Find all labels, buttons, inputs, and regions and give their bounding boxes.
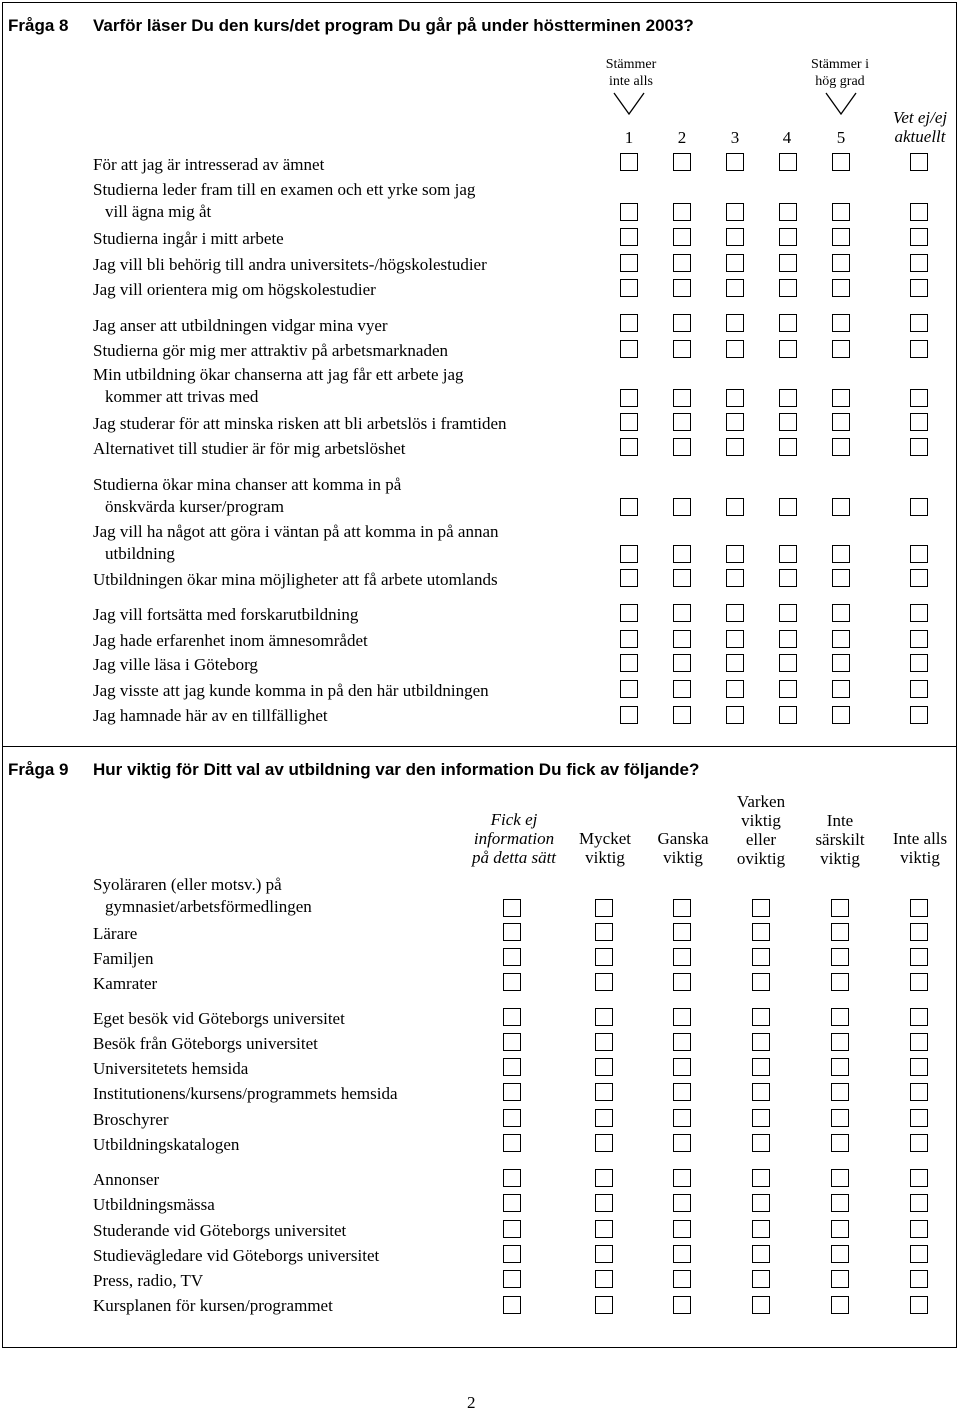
q9-checkbox-r5-c6[interactable] [910,1008,928,1026]
q8-checkbox-r16-c3[interactable] [726,654,744,672]
q9-item-4: Kamrater [93,974,158,993]
q8-checkbox-r13-c4[interactable] [779,569,797,587]
q8-checkbox-r16-c1[interactable] [620,654,638,672]
scale-label-2: 2 [677,128,687,147]
q8-checkbox-r14-c3[interactable] [726,604,744,622]
q9-checkbox-r1-c1[interactable] [503,899,521,917]
q8-checkbox-r5-c2[interactable] [673,279,691,297]
q8-item-9: Jag studerar för att minska risken att bli arbetslös i framtiden [93,414,507,433]
q9-checkbox-r7-c3[interactable] [673,1058,691,1076]
q8-checkbox-r5-c3[interactable] [726,279,744,297]
q9-column-header-1: Fick ej information på detta sätt [471,810,557,867]
page-number: 2 [467,1393,476,1412]
q9-checkbox-r15-c3[interactable] [673,1270,691,1288]
q8-checkbox-r18-c1[interactable] [620,706,638,724]
q8-checkbox-r17-c4[interactable] [779,680,797,698]
q8-checkbox-r16-c2[interactable] [673,654,691,672]
q9-checkbox-r12-c3[interactable] [673,1194,691,1212]
q9-checkbox-r16-c5[interactable] [831,1296,849,1314]
q9-checkbox-r10-c3[interactable] [673,1134,691,1152]
q9-checkbox-r10-c5[interactable] [831,1134,849,1152]
q9-item-10: Utbildningskatalogen [93,1135,240,1154]
q8-checkbox-r18-c3[interactable] [726,706,744,724]
q8-checkbox-r1-c5[interactable] [832,153,850,171]
q9-checkbox-r4-c2[interactable] [595,973,613,991]
arrow-high-icon [826,93,856,114]
q9-checkbox-r7-c4[interactable] [752,1058,770,1076]
q9-item-3: Familjen [93,949,154,968]
q8-checkbox-r15-c6[interactable] [910,630,928,648]
q8-item-15: Jag hade erfarenhet inom ämnesområdet [93,631,368,650]
q9-checkbox-r15-c1[interactable] [503,1270,521,1288]
q8-item-11: Studierna ökar mina chanser att komma in på önskvärda kurser/program [93,475,402,516]
q9-checkbox-r6-c6[interactable] [910,1033,928,1051]
q8-checkbox-r7-c4[interactable] [779,340,797,358]
q8-checkbox-r11-c3[interactable] [726,498,744,516]
q8-checkbox-r7-c3[interactable] [726,340,744,358]
q9-checkbox-r6-c3[interactable] [673,1033,691,1051]
q8-checkbox-r13-c1[interactable] [620,569,638,587]
q8-item-4: Jag vill bli behörig till andra universitets-/högskolestudier [93,255,487,274]
q8-checkbox-r10-c6[interactable] [910,438,928,456]
q8-item-17: Jag visste att jag kunde komma in på den här utbildningen [93,681,489,700]
q8-checkbox-r1-c3[interactable] [726,153,744,171]
q8-checkbox-r17-c3[interactable] [726,680,744,698]
q8-checkbox-r14-c6[interactable] [910,604,928,622]
q9-checkbox-r4-c6[interactable] [910,973,928,991]
q9-item-7: Universitetets hemsida [93,1059,249,1078]
q9-checkbox-r11-c2[interactable] [595,1169,613,1187]
q8-item-13: Utbildningen ökar mina möjligheter att få arbete utomlands [93,570,498,589]
q8-checkbox-r13-c5[interactable] [832,569,850,587]
q8-checkbox-r6-c4[interactable] [779,314,797,332]
q8-checkbox-r8-c2[interactable] [673,389,691,407]
q9-checkbox-r14-c6[interactable] [910,1245,928,1263]
q9-checkbox-r15-c6[interactable] [910,1270,928,1288]
q8-checkbox-r14-c4[interactable] [779,604,797,622]
q8-checkbox-r9-c2[interactable] [673,413,691,431]
q8-checkbox-r9-c1[interactable] [620,413,638,431]
q8-checkbox-r11-c6[interactable] [910,498,928,516]
q9-checkbox-r7-c5[interactable] [831,1058,849,1076]
anchor-low-label: Stämmer inte alls [605,57,657,89]
q9-item-12: Utbildningsmässa [93,1195,215,1214]
q9-column-header-4: Varken viktig eller oviktig [736,792,786,868]
q9-checkbox-r8-c2[interactable] [595,1083,613,1101]
q9-checkbox-r7-c2[interactable] [595,1058,613,1076]
q9-checkbox-r13-c1[interactable] [503,1220,521,1238]
question-8-number: Fråga 8 [8,16,69,35]
q9-checkbox-r2-c4[interactable] [752,923,770,941]
q9-checkbox-r12-c6[interactable] [910,1194,928,1212]
q9-checkbox-r4-c1[interactable] [503,973,521,991]
q9-checkbox-r6-c4[interactable] [752,1033,770,1051]
q9-checkbox-r15-c2[interactable] [595,1270,613,1288]
q9-checkbox-r14-c4[interactable] [752,1245,770,1263]
q9-column-header-5: Inte särskilt viktig [815,811,865,868]
q9-column-header-3: Ganska viktig [657,829,709,867]
q8-item-3: Studierna ingår i mitt arbete [93,229,284,248]
q9-checkbox-r11-c5[interactable] [831,1169,849,1187]
q9-checkbox-r14-c1[interactable] [503,1245,521,1263]
q9-checkbox-r1-c5[interactable] [831,899,849,917]
q9-item-11: Annonser [93,1170,160,1189]
scale-arrows [600,88,870,118]
q9-checkbox-r8-c4[interactable] [752,1083,770,1101]
q9-checkbox-r11-c1[interactable] [503,1169,521,1187]
q8-checkbox-r4-c4[interactable] [779,254,797,272]
q9-checkbox-r1-c3[interactable] [673,899,691,917]
q8-item-16: Jag ville läsa i Göteborg [93,655,258,674]
q8-checkbox-r17-c5[interactable] [832,680,850,698]
q9-checkbox-r2-c5[interactable] [831,923,849,941]
q8-checkbox-r11-c5[interactable] [832,498,850,516]
q9-checkbox-r14-c5[interactable] [831,1245,849,1263]
q8-checkbox-r5-c5[interactable] [832,279,850,297]
q9-checkbox-r16-c4[interactable] [752,1296,770,1314]
arrow-low-icon [614,93,644,114]
q8-checkbox-r12-c1[interactable] [620,545,638,563]
q9-checkbox-r14-c2[interactable] [595,1245,613,1263]
q8-checkbox-r15-c5[interactable] [832,630,850,648]
q9-checkbox-r14-c3[interactable] [673,1245,691,1263]
q9-checkbox-r5-c4[interactable] [752,1008,770,1026]
q8-checkbox-r6-c5[interactable] [832,314,850,332]
q8-checkbox-r7-c2[interactable] [673,340,691,358]
q9-checkbox-r16-c6[interactable] [910,1296,928,1314]
q8-checkbox-r16-c5[interactable] [832,654,850,672]
q8-checkbox-r4-c2[interactable] [673,254,691,272]
question-9-number: Fråga 9 [8,760,69,779]
q8-checkbox-r13-c2[interactable] [673,569,691,587]
q9-checkbox-r9-c5[interactable] [831,1109,849,1127]
scale-label-4: 4 [782,128,792,147]
q8-checkbox-r8-c3[interactable] [726,389,744,407]
q8-checkbox-r15-c2[interactable] [673,630,691,648]
q9-checkbox-r13-c3[interactable] [673,1220,691,1238]
q9-checkbox-r16-c1[interactable] [503,1296,521,1314]
q8-checkbox-r15-c4[interactable] [779,630,797,648]
q9-item-9: Broschyrer [93,1110,169,1129]
q9-checkbox-r13-c6[interactable] [910,1220,928,1238]
q9-checkbox-r5-c5[interactable] [831,1008,849,1026]
q8-checkbox-r1-c1[interactable] [620,153,638,171]
q9-item-2: Lärare [93,924,138,943]
q9-checkbox-r12-c4[interactable] [752,1194,770,1212]
q8-checkbox-r9-c5[interactable] [832,413,850,431]
na-label: Vet ej/ej aktuellt [892,108,948,146]
q8-checkbox-r4-c1[interactable] [620,254,638,272]
q9-item-13: Studerande vid Göteborgs universitet [93,1221,347,1240]
anchor-high-label: Stämmer i hög grad [811,57,869,89]
q8-checkbox-r12-c4[interactable] [779,545,797,563]
q8-checkbox-r2-c5[interactable] [832,203,850,221]
q8-checkbox-r1-c4[interactable] [779,153,797,171]
q8-checkbox-r15-c3[interactable] [726,630,744,648]
q9-checkbox-r9-c2[interactable] [595,1109,613,1127]
q8-checkbox-r10-c4[interactable] [779,438,797,456]
q8-item-2: Studierna leder fram till en examen och ett yrke som jag vill ägna mig åt [93,180,476,221]
q8-checkbox-r12-c2[interactable] [673,545,691,563]
q9-checkbox-r4-c4[interactable] [752,973,770,991]
q8-checkbox-r12-c6[interactable] [910,545,928,563]
q9-item-16: Kursplanen för kursen/programmet [93,1296,333,1315]
q8-checkbox-r16-c4[interactable] [779,654,797,672]
q8-checkbox-r17-c1[interactable] [620,680,638,698]
q8-checkbox-r2-c6[interactable] [910,203,928,221]
q8-item-6: Jag anser att utbildningen vidgar mina vyer [93,316,388,335]
q9-checkbox-r2-c2[interactable] [595,923,613,941]
q8-checkbox-r16-c6[interactable] [910,654,928,672]
q8-checkbox-r1-c6[interactable] [910,153,928,171]
q9-item-1: Syoläraren (eller motsv.) på gymnasiet/arbetsförmedlingen [93,875,312,916]
q9-item-6: Besök från Göteborgs universitet [93,1034,318,1053]
q8-checkbox-r6-c1[interactable] [620,314,638,332]
q9-checkbox-r15-c5[interactable] [831,1270,849,1288]
q8-item-1: För att jag är intresserad av ämnet [93,155,325,174]
question-9-text: Hur viktig för Ditt val av utbildning var den information Du fick av följande? [93,760,700,779]
q9-checkbox-r6-c5[interactable] [831,1033,849,1051]
q8-checkbox-r18-c6[interactable] [910,706,928,724]
q8-checkbox-r8-c1[interactable] [620,389,638,407]
q9-checkbox-r3-c1[interactable] [503,948,521,966]
q8-checkbox-r7-c5[interactable] [832,340,850,358]
q8-checkbox-r8-c6[interactable] [910,389,928,407]
scale-label-1: 1 [624,128,634,147]
q8-checkbox-r11-c4[interactable] [779,498,797,516]
q8-checkbox-r4-c5[interactable] [832,254,850,272]
q8-item-18: Jag hamnade här av en tillfällighet [93,706,328,725]
q9-checkbox-r7-c6[interactable] [910,1058,928,1076]
q9-checkbox-r13-c5[interactable] [831,1220,849,1238]
q9-checkbox-r2-c3[interactable] [673,923,691,941]
q8-checkbox-r14-c1[interactable] [620,604,638,622]
q8-checkbox-r5-c4[interactable] [779,279,797,297]
q9-checkbox-r2-c1[interactable] [503,923,521,941]
q9-checkbox-r9-c3[interactable] [673,1109,691,1127]
q9-checkbox-r4-c5[interactable] [831,973,849,991]
q8-checkbox-r4-c3[interactable] [726,254,744,272]
q9-checkbox-r9-c6[interactable] [910,1109,928,1127]
q9-checkbox-r6-c2[interactable] [595,1033,613,1051]
q8-checkbox-r12-c3[interactable] [726,545,744,563]
q9-column-header-6: Inte alls viktig [892,829,948,867]
question-8-text: Varför läser Du den kurs/det program Du går på under höstterminen 2003? [93,16,694,35]
q8-checkbox-r9-c6[interactable] [910,413,928,431]
q8-checkbox-r15-c1[interactable] [620,630,638,648]
q9-checkbox-r3-c3[interactable] [673,948,691,966]
q8-checkbox-r10-c3[interactable] [726,438,744,456]
q8-checkbox-r18-c4[interactable] [779,706,797,724]
q8-item-7: Studierna gör mig mer attraktiv på arbetsmarknaden [93,341,448,360]
q8-checkbox-r10-c5[interactable] [832,438,850,456]
q9-checkbox-r16-c2[interactable] [595,1296,613,1314]
q8-checkbox-r6-c3[interactable] [726,314,744,332]
q8-checkbox-r14-c5[interactable] [832,604,850,622]
q8-checkbox-r4-c6[interactable] [910,254,928,272]
q8-checkbox-r18-c5[interactable] [832,706,850,724]
q8-checkbox-r2-c1[interactable] [620,203,638,221]
q9-checkbox-r2-c6[interactable] [910,923,928,941]
q8-checkbox-r14-c2[interactable] [673,604,691,622]
q9-checkbox-r9-c1[interactable] [503,1109,521,1127]
q9-checkbox-r1-c4[interactable] [752,899,770,917]
q8-item-8: Min utbildning ökar chanserna att jag får ett arbete jag kommer att trivas med [93,365,464,406]
q9-checkbox-r4-c3[interactable] [673,973,691,991]
q9-checkbox-r11-c4[interactable] [752,1169,770,1187]
q9-checkbox-r10-c1[interactable] [503,1134,521,1152]
q8-checkbox-r7-c6[interactable] [910,340,928,358]
q9-checkbox-r12-c5[interactable] [831,1194,849,1212]
q9-item-15: Press, radio, TV [93,1271,204,1290]
q8-checkbox-r5-c6[interactable] [910,279,928,297]
q8-checkbox-r17-c2[interactable] [673,680,691,698]
q9-checkbox-r5-c3[interactable] [673,1008,691,1026]
scale-label-5: 5 [836,128,846,147]
q9-checkbox-r13-c4[interactable] [752,1220,770,1238]
q8-checkbox-r9-c4[interactable] [779,413,797,431]
q8-checkbox-r3-c2[interactable] [673,228,691,246]
scale-label-3: 3 [730,128,740,147]
q8-checkbox-r18-c2[interactable] [673,706,691,724]
q9-checkbox-r5-c2[interactable] [595,1008,613,1026]
q8-checkbox-r2-c3[interactable] [726,203,744,221]
q8-checkbox-r6-c2[interactable] [673,314,691,332]
q8-item-10: Alternativet till studier är för mig arbetslöshet [93,439,406,458]
q9-checkbox-r3-c2[interactable] [595,948,613,966]
q9-checkbox-r7-c1[interactable] [503,1058,521,1076]
q8-item-12: Jag vill ha något att göra i väntan på att komma in på annan utbildning [93,522,499,563]
q9-checkbox-r8-c5[interactable] [831,1083,849,1101]
q8-checkbox-r10-c2[interactable] [673,438,691,456]
q8-checkbox-r6-c6[interactable] [910,314,928,332]
q8-checkbox-r9-c3[interactable] [726,413,744,431]
q9-checkbox-r10-c6[interactable] [910,1134,928,1152]
q8-checkbox-r13-c6[interactable] [910,569,928,587]
q8-checkbox-r5-c1[interactable] [620,279,638,297]
q8-item-5: Jag vill orientera mig om högskolestudier [93,280,376,299]
q9-checkbox-r16-c3[interactable] [673,1296,691,1314]
q9-checkbox-r1-c2[interactable] [595,899,613,917]
q9-checkbox-r11-c3[interactable] [673,1169,691,1187]
q8-checkbox-r1-c2[interactable] [673,153,691,171]
q8-checkbox-r3-c6[interactable] [910,228,928,246]
q9-checkbox-r12-c1[interactable] [503,1194,521,1212]
q8-checkbox-r11-c2[interactable] [673,498,691,516]
q9-checkbox-r15-c4[interactable] [752,1270,770,1288]
q9-column-header-2: Mycket viktig [579,829,631,867]
q9-checkbox-r3-c5[interactable] [831,948,849,966]
q9-checkbox-r3-c4[interactable] [752,948,770,966]
q9-checkbox-r5-c1[interactable] [503,1008,521,1026]
q9-checkbox-r8-c6[interactable] [910,1083,928,1101]
q9-checkbox-r3-c6[interactable] [910,948,928,966]
q9-checkbox-r11-c6[interactable] [910,1169,928,1187]
q8-checkbox-r3-c1[interactable] [620,228,638,246]
q8-checkbox-r8-c4[interactable] [779,389,797,407]
q9-checkbox-r9-c4[interactable] [752,1109,770,1127]
q8-checkbox-r8-c5[interactable] [832,389,850,407]
q8-checkbox-r3-c4[interactable] [779,228,797,246]
q9-item-14: Studievägledare vid Göteborgs universitet [93,1246,380,1265]
q8-checkbox-r7-c1[interactable] [620,340,638,358]
q8-checkbox-r11-c1[interactable] [620,498,638,516]
q9-checkbox-r10-c2[interactable] [595,1134,613,1152]
q9-checkbox-r1-c6[interactable] [910,899,928,917]
q8-checkbox-r12-c5[interactable] [832,545,850,563]
q9-checkbox-r12-c2[interactable] [595,1194,613,1212]
q8-item-14: Jag vill fortsätta med forskarutbildning [93,605,359,624]
q8-checkbox-r2-c4[interactable] [779,203,797,221]
q9-checkbox-r13-c2[interactable] [595,1220,613,1238]
q8-checkbox-r10-c1[interactable] [620,438,638,456]
q9-checkbox-r8-c3[interactable] [673,1083,691,1101]
q9-item-5: Eget besök vid Göteborgs universitet [93,1009,345,1028]
q8-checkbox-r17-c6[interactable] [910,680,928,698]
q9-checkbox-r6-c1[interactable] [503,1033,521,1051]
q9-checkbox-r8-c1[interactable] [503,1083,521,1101]
q8-checkbox-r3-c3[interactable] [726,228,744,246]
q9-checkbox-r10-c4[interactable] [752,1134,770,1152]
q8-checkbox-r2-c2[interactable] [673,203,691,221]
q9-item-8: Institutionens/kursens/programmets hemsida [93,1084,398,1103]
q8-checkbox-r3-c5[interactable] [832,228,850,246]
q8-checkbox-r13-c3[interactable] [726,569,744,587]
